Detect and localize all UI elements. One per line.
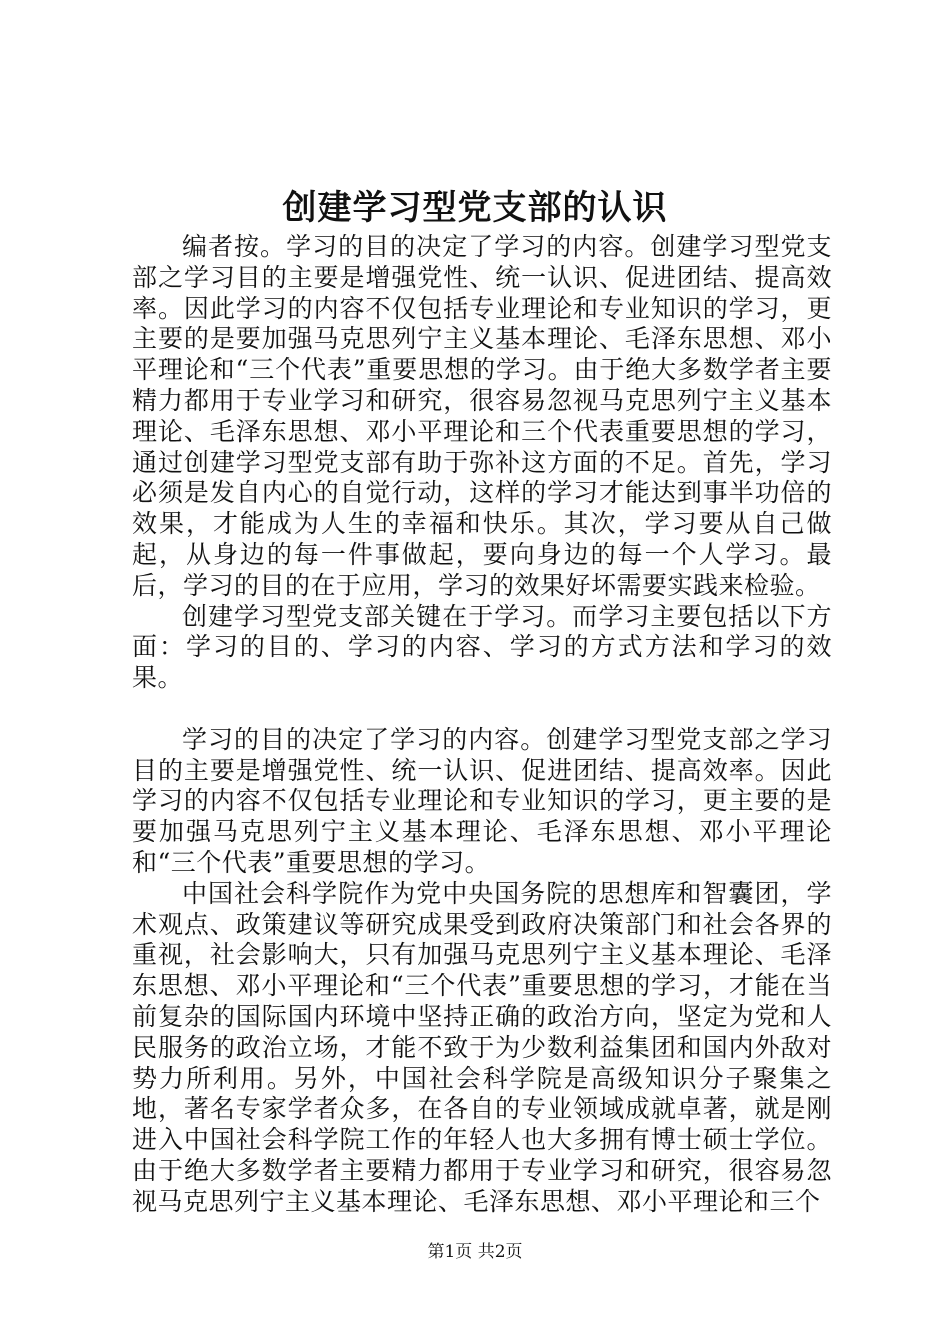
- paragraph-key-points: 创建学习型党支部关键在于学习。而学习主要包括以下方面：学习的目的、学习的内容、学习的方式方法和学习的效果。: [132, 601, 832, 693]
- page-number-footer: 第1页 共2页: [427, 1242, 523, 1262]
- paragraph-cass: 中国社会科学院作为党中央国务院的思想库和智囊团，学术观点、政策建议等研究成果受到政府决策部门和社会各界的重视，社会影响大，只有加强马克思列宁主义基本理论、毛泽东思想、邓小平理论和“三个代表”重要思想的学习，才能在当前复杂的国际国内环境中坚持正确的政治方向，坚定为党和人民服务的政治立场，才能不致于为少数利益集团和国内外敌对势力所利用。另外，中国社会科学院是高级知识分子聚集之地，著名专家学者众多，在各自的专业领域成就卓著，就是刚进入中国社会科学院工作的年轻人也大多拥有博士硕士学位。由于绝大多数学者主要精力都用于专业学习和研究，很容易忽视马克思列宁主义基本理论、毛泽东思想、邓小平理论和三个: [132, 878, 832, 1216]
- paragraph-editor-note: 编者按。学习的目的决定了学习的内容。创建学习型党支部之学习目的主要是增强党性、统一认识、促进团结、提高效率。因此学习的内容不仅包括专业理论和专业知识的学习，更主要的是要加强马克思列宁主义基本理论、毛泽东思想、邓小平理论和“三个代表”重要思想的学习。由于绝大多数学者主要精力都用于专业学习和研究，很容易忽视马克思列宁主义基本理论、毛泽东思想、邓小平理论和三个代表重要思想的学习，通过创建学习型党支部有助于弥补这方面的不足。首先，学习必须是发自内心的自觉行动，这样的学习才能达到事半功倍的效果，才能成为人生的幸福和快乐。其次，学习要从自己做起，从身边的每一件事做起，要向身边的每一个人学习。最后，学习的目的在于应用，学习的效果好坏需要实践来检验。: [132, 232, 832, 600]
- paragraph-spacer: [132, 694, 832, 725]
- paragraph-learning-goal: 学习的目的决定了学习的内容。创建学习型党支部之学习目的主要是增强党性、统一认识、促进团结、提高效率。因此学习的内容不仅包括专业理论和专业知识的学习，更主要的是要加强马克思列宁主义基本理论、毛泽东思想、邓小平理论和“三个代表”重要思想的学习。: [132, 724, 832, 877]
- document-title: 创建学习型党支部的认识: [282, 188, 668, 228]
- document-body: [132, 232, 832, 1218]
